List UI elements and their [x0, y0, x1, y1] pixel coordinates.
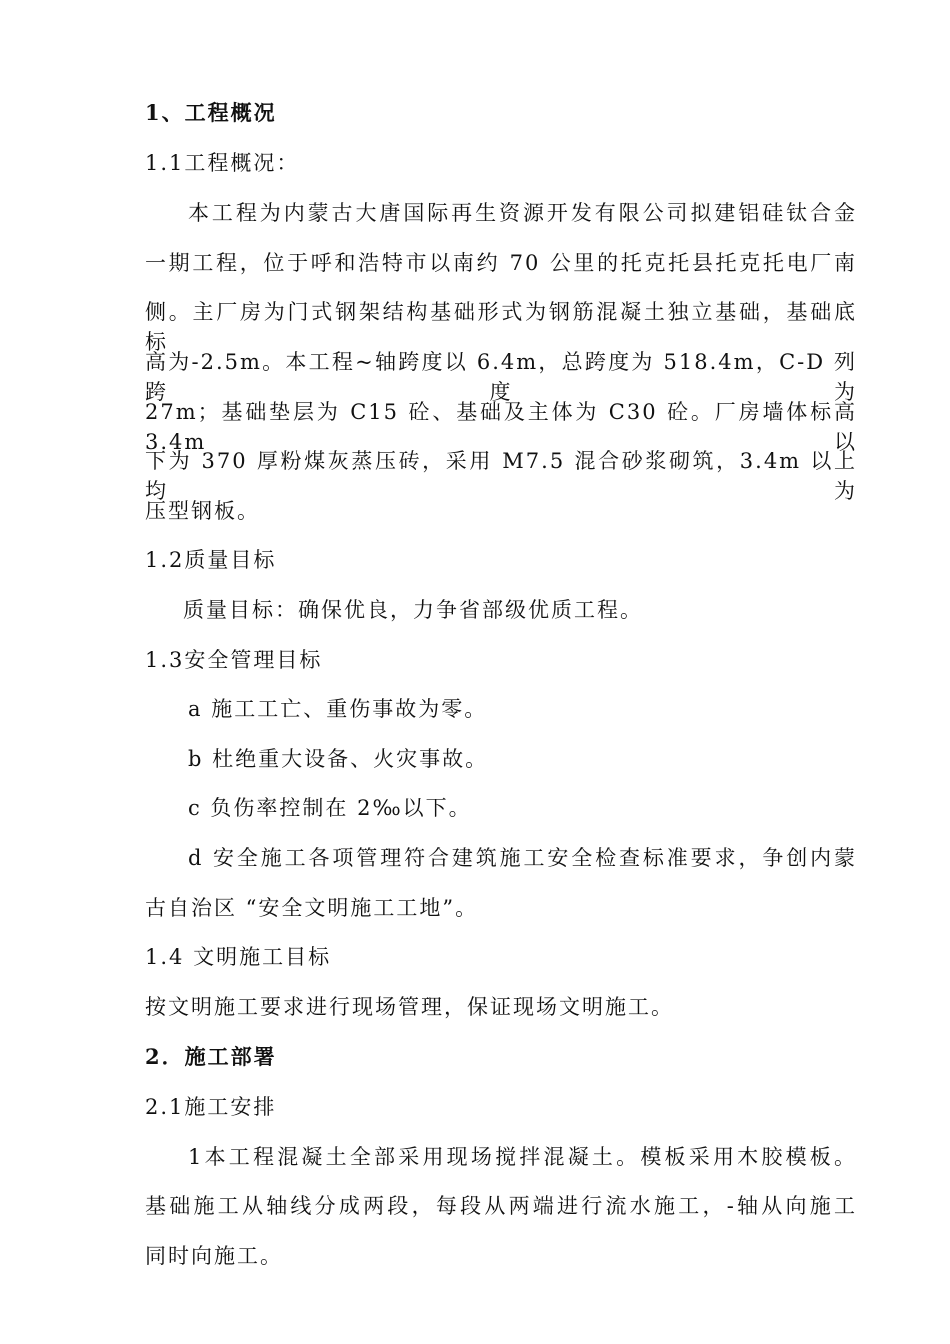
- paragraph-line: 下为 370 厚粉煤灰蒸压砖，采用 M7.5 混合砂浆砌筑，3.4m 以上均为: [145, 449, 857, 503]
- subsection-heading-1-2: 1.2质量目标: [145, 548, 277, 572]
- safety-item-d-continued: 古自治区 “安全文明施工工地”。: [145, 896, 479, 920]
- paragraph-line: 本工程为内蒙古大唐国际再生资源开发有限公司拟建铝硅钛合金: [188, 201, 857, 225]
- subsection-heading-1-1: 1.1工程概况：: [145, 151, 300, 175]
- safety-item-c: c 负伤率控制在 2‰以下。: [188, 796, 472, 820]
- paragraph-line: 同时向施工。: [145, 1244, 283, 1268]
- quality-target-text: 质量目标：确保优良，力争省部级优质工程。: [183, 598, 643, 622]
- paragraph-line: 一期工程，位于呼和浩特市以南约 70 公里的托克托县托克托电厂南: [145, 251, 857, 275]
- paragraph-line: 基础施工从轴线分成两段，每段从两端进行流水施工，-轴从向施工: [145, 1194, 857, 1218]
- paragraph-line: 27m；基础垫层为 C15 砼、基础及主体为 C30 砼。厂房墙体标高 3.4m 以: [145, 400, 857, 454]
- paragraph-line: 侧。主厂房为门式钢架结构基础形式为钢筋混凝土独立基础，基础底标: [145, 300, 857, 354]
- safety-item-a: a 施工工亡、重伤事故为零。: [188, 697, 488, 721]
- safety-item-d: d 安全施工各项管理符合建筑施工安全检查标准要求，争创内蒙: [188, 846, 857, 870]
- subsection-heading-1-4: 1.4 文明施工目标: [145, 945, 332, 969]
- safety-item-b: b 杜绝重大设备、火灾事故。: [188, 747, 489, 771]
- paragraph-line: 高为-2.5m。本工程~轴跨度以 6.4m，总跨度为 518.4m，C-D 列跨度为: [145, 350, 857, 404]
- subsection-heading-2-1: 2.1施工安排: [145, 1095, 277, 1119]
- paragraph-line: 压型钢板。: [145, 499, 260, 523]
- civil-construction-text: 按文明施工要求进行现场管理，保证现场文明施工。: [145, 995, 674, 1019]
- subsection-heading-1-3: 1.3安全管理目标: [145, 648, 323, 672]
- section-heading-1: 1、工程概况: [145, 100, 277, 125]
- paragraph-line: 1本工程混凝土全部采用现场搅拌混凝土。模板采用木胶模板。: [188, 1145, 857, 1169]
- section-heading-2: 2．施工部署: [145, 1044, 277, 1069]
